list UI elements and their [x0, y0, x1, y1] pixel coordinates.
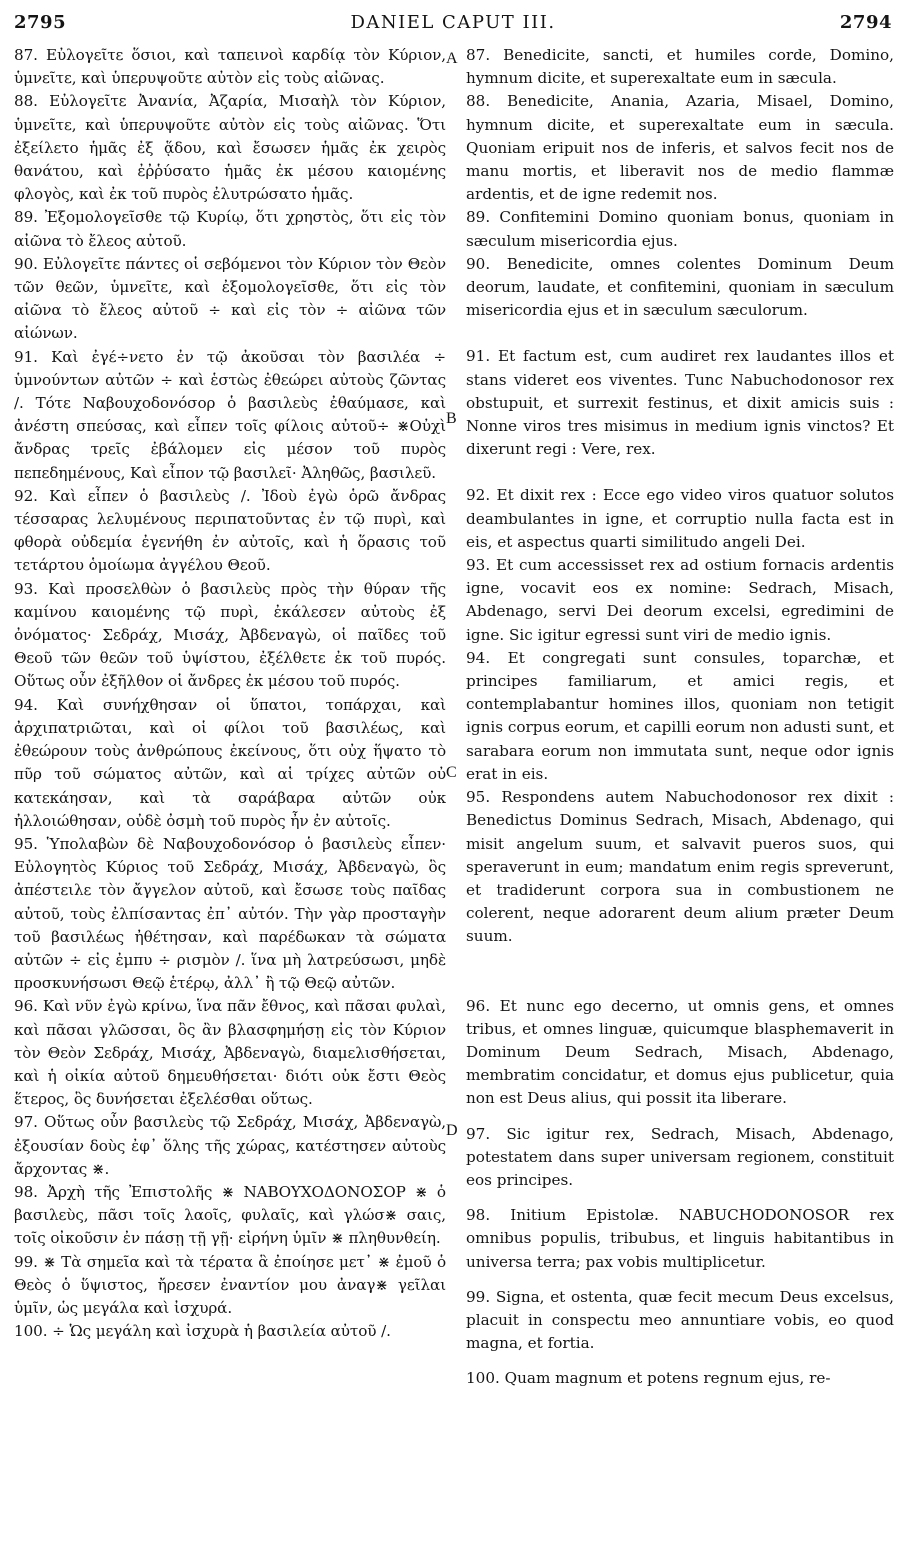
page-header	[14, 12, 892, 38]
greek-verse: 97. Οὕτως οὖν βασιλεὺς τῷ Σεδράχ, Μισάχ, Ἀβδεναγὼ, ἐξουσίαν δοὺς ἐφ᾽ ὅλης τῆς χώρας, κατέστησεν αὐτοὺς ἄρχοντας ⋇.	[14, 1113, 446, 1178]
latin-verse: 97. Sic igitur rex, Sedrach, Misach, Abdenago, potestatem dans super universam regionem, constituit eos principes.	[466, 1124, 894, 1189]
greek-verse: 94. Καὶ συνήχθησαν οἱ ὕπατοι, τοπάρχαι, καὶ ἀρχιπατριῶται, καὶ οἱ φίλοι τοῦ βασιλέως, καὶ ἐθεώρουν τοὺς ἀνθρώπους ἐκείνους, ὅτι οὐχ ἥψατο τὸ πῦρ τοῦ σώματος αὐτῶν, καὶ αἱ τρίχες αὐτῶν οὐ κατεκάησαν, καὶ τὰ σαράβαρα αὐτῶν οὐκ ἠλλοιώθησαν, οὐδὲ ὀσμὴ τοῦ πυρὸς ἦν ἐν αὐτοῖς.	[14, 695, 446, 830]
latin-column	[466, 44, 894, 1391]
greek-verse: 91. Καὶ ἐγέ÷νετο ἐν τῷ ἀκοῦσαι τὸν βασιλέα ÷ ὑμνούντων αὐτῶν ÷ καὶ ἑστὼς ἐθεώρει αὐτοὺς ζῶντας /. Τότε Ναβουχοδονόσορ ὁ βασιλεὺς ἐθαύμασε, καὶ ἀνέστη σπεύσας, καὶ εἶπεν τοῖς φίλοις αὐτοῦ÷ ⋇Οὐχὶ ἄνδρας τρεῖς ἐβάλομεν εἰς μέσον τοῦ πυρὸς πεπεδημένους, Καὶ εἶπον τῷ βασιλεῖ· Ἀληθῶς, βασιλεῦ.	[14, 347, 446, 482]
latin-verse: 92. Et dixit rex : Ecce ego video viros quatuor solutos deambulantes in igne, et corruptio nulla facta est in eis, et aspectus quarti similitudo angeli Dei.	[466, 486, 894, 551]
latin-verse: 88. Benedicite, Anania, Azaria, Misael, Domino, hymnum dicite, et superexaltate eum in sæcula. Quoniam eripuit nos de inferis, et salvos fecit nos de manu mortis, et liberavit nos de medio flammæ ardentis, et de igne redemit nos.	[466, 92, 894, 204]
greek-verse: 87. Εὐλογεῖτε ὅσιοι, καὶ ταπεινοὶ καρδίᾳ τὸν Κύριον, ὑμνεῖτε, καὶ ὑπερυψοῦτε αὐτὸν εἰς τοὺς αἰῶνας.	[14, 46, 446, 88]
greek-verse: 88. Εὐλογεῖτε Ἀνανία, Ἀζαρία, Μισαὴλ τὸν Κύριον, ὑμνεῖτε, καὶ ὑπερυψοῦτε αὐτὸν εἰς τοὺς αἰῶνας. Ὅτι ἐξείλετο ἡμᾶς ἐξ ᾅδου, καὶ ἔσωσεν ἡμᾶς ἐκ χειρὸς θανάτου, καὶ ἐῤῥύσατο ἡμᾶς ἐκ μέσου καιομένης φλογὸς, καὶ ἐκ τοῦ πυρὸς ἐλυτρώσατο ἡμᾶς.	[14, 92, 447, 204]
latin-verse: 99. Signa, et ostenta, quæ fecit mecum Deus excelsus, placuit in conspectu meo annuntiare vobis, eo quod magna, et fortia.	[466, 1287, 895, 1353]
latin-verse: 96. Et nunc ego decerno, ut omnis gens, et omnes tribus, et omnes linguæ, quicumque blasphemaverit in Dominum Deum Sedrach, Misach, Abdenago, membratim concidatur, et domus ejus publicetur, quia non est Deus alius, qui possit ita liberare.	[466, 996, 895, 1108]
margin-letter-b: B	[446, 410, 457, 427]
latin-verse: 93. Et cum accessisset rex ad ostium fornacis ardentis igne, vocavit eos ex nomine: Sedrach, Misach, Abdenago, servi Dei deorum excelsi, egredimini de igne. Sic igitur egressi sunt viri de medio ignis.	[466, 556, 895, 644]
latin-verse: 94. Et congregati sunt consules, toparchæ, et principes familiarum, et amici regis, et contemplabantur homines illos, quoniam non tetigit ignis corpus eorum, et capilli eorum non adusti sunt, et sarabara eorum non immutata sunt, neque odor ignis erat in eis.	[466, 648, 894, 783]
latin-verse: 91. Et factum est, cum audiret rex laudantes illos et stans videret eos viventes. Tunc Nabuchodonosor rex obstupuit, et surrexit festinus, et dixit amicis suis : Nonne viros tres misimus in medium ignis vinctos? Et dixerunt regi : Vere, rex.	[466, 347, 895, 459]
latin-verse: 100. Quam magnum et potens regnum ejus, re-	[466, 1369, 831, 1388]
greek-verse: 100. ÷ Ὡς μεγάλη καὶ ἰσχυρὰ ἡ βασιλεία αὐτοῦ /.	[14, 1322, 391, 1341]
margin-letter-a: A	[446, 50, 458, 67]
greek-verse: 89. Ἐξομολογεῖσθε τῷ Κυρίῳ, ὅτι χρηστὸς, ὅτι εἰς τὸν αἰῶνα τὸ ἔλεος αὐτοῦ.	[14, 208, 446, 250]
margin-letter-c: C	[446, 764, 457, 781]
margin-letter-d: D	[446, 1122, 458, 1139]
latin-verse: 89. Confitemini Domino quoniam bonus, quoniam in sæculum misericordia ejus.	[466, 208, 894, 250]
greek-column	[14, 44, 446, 1343]
greek-verse: 93. Καὶ προσελθὼν ὁ βασιλεὺς πρὸς τὴν θύραν τῆς καμίνου καιομένης τῷ πυρὶ, ἐκάλεσεν αὐτοὺς ἐξ ὀνόματος· Σεδράχ, Μισάχ, Ἀβδεναγὼ, οἱ παῖδες τοῦ Θεοῦ τῶν θεῶν τοῦ ὑψίστου, ἐξέλθετε ἐκ τοῦ πυρός. Οὕτως οὖν ἐξῆλθον οἱ ἄνδρες ἐκ μέσου τοῦ πυρός.	[14, 579, 446, 691]
latin-verse: 87. Benedicite, sancti, et humiles corde, Domino, hymnum dicite, et superexaltate eum in sæcula.	[466, 46, 894, 88]
greek-verse: 90. Εὐλογεῖτε πάντες οἱ σεβόμενοι τὸν Κύριον τὸν Θεὸν τῶν θεῶν, ὑμνεῖτε, καὶ ἐξομολογεῖσθε, ὅτι εἰς τὸν αἰῶνα τὸ ἔλεος αὐτοῦ ÷ καὶ εἰς τὸν ÷ αἰῶνα τῶν αἰώνων.	[14, 254, 446, 343]
latin-verse: 95. Respondens autem Nabuchodonosor rex dixit : Benedictus Dominus Sedrach, Misach, Abdenago, qui misit angelum suum, et salvavit pueros suos, qui speraverunt in eum; mandatum enim regis spreverunt, et tradiderunt corpora sua in combustionem ne colerent, neque adorarent deum alium præter Deum suum.	[466, 788, 895, 946]
greek-verse: 92. Καὶ εἶπεν ὁ βασιλεὺς /. Ἰδοὺ ἐγὼ ὁρῶ ἄνδρας τέσσαρας λελυμένους περιπατοῦντας ἐν τῷ πυρὶ, καὶ φθορὰ οὐδεμία ἐγενήθη ἐν αὐτοῖς, καὶ ἡ ὅρασις τοῦ τετάρτου ὁμοίωμα ἀγγέλου Θεοῦ.	[14, 486, 446, 575]
latin-verse: 98. Initium Epistolæ. NABUCHODONOSOR rex omnibus populis, tribubus, et linguis habitantibus in universa terra; pax vobis multiplicetur.	[466, 1206, 895, 1271]
greek-verse: 96. Καὶ νῦν ἐγὼ κρίνω, ἵνα πᾶν ἔθνος, καὶ πᾶσαι φυλαὶ, καὶ πᾶσαι γλῶσσαι, ὃς ἂν βλασφημήσῃ εἰς τὸν Κύριον τὸν Θεὸν Σεδράχ, Μισάχ, Ἀβδεναγὼ, διαμελισθήσεται, καὶ ἡ οἰκία αὐτοῦ δημευθήσεται· διότι οὐκ ἔστι Θεὸς ἕτερος, ὃς δυνήσεται ἐξελέσθαι οὕτως.	[14, 997, 446, 1109]
greek-verse: 98. Ἀρχὴ τῆς Ἐπιστολῆς ⋇ ΝΑΒΟΥΧΟΔΟΝΟΣΟΡ ⋇ ὁ βασιλεὺς, πᾶσι τοῖς λαοῖς, φυλαῖς, καὶ γλώσ⋇ σαις, τοῖς οἰκοῦσιν ἐν πάσῃ τῇ γῇ· εἰρήνη ὑμῖν ⋇ πληθυνθείη.	[14, 1182, 446, 1248]
latin-verse: 90. Benedicite, omnes colentes Dominum Deum deorum, laudate, et confitemini, quoniam in sæculum misericordia ejus et in sæculum sæculorum.	[466, 254, 894, 320]
greek-verse: 99. ⋇ Τὰ σημεῖα καὶ τὰ τέρατα ἃ ἐποίησε μετ᾽ ⋇ ἐμοῦ ὁ Θεὸς ὁ ὕψιστος, ἤρεσεν ἐναντίον μου ἀναγ⋇ γεῖλαι ὑμῖν, ὡς μεγάλα καὶ ἰσχυρά.	[14, 1252, 446, 1317]
page-number-right: 2794	[839, 12, 892, 33]
running-title: DANIEL CAPUT III.	[350, 12, 556, 33]
greek-verse: 95. Ὑπολαβὼν δὲ Ναβουχοδονόσορ ὁ βασιλεὺς εἶπεν· Εὐλογητὸς Κύριος τοῦ Σεδράχ, Μισάχ, Ἀβδεναγὼ, ὃς ἀπέστειλε τὸν ἄγγελον αὐτοῦ, καὶ ἔσωσε τοὺς παῖδας αὐτοῦ, τοὺς ἐλπίσαντας ἐπ᾽ αὐτόν. Τὴν γὰρ προσταγὴν τοῦ βασιλέως ἠθέτησαν, καὶ παρέδωκαν τὰ σώματα αὐτῶν ÷ εἰς ἐμπυ ÷ ρισμὸν /. ἵνα μὴ λατρεύσωσι, μηδὲ προσκυνήσωσι Θεῷ ἑτέρῳ, ἀλλ᾽ ἢ τῷ Θεῷ αὐτῶν.	[14, 834, 446, 993]
page-number-left: 2795	[14, 12, 67, 33]
